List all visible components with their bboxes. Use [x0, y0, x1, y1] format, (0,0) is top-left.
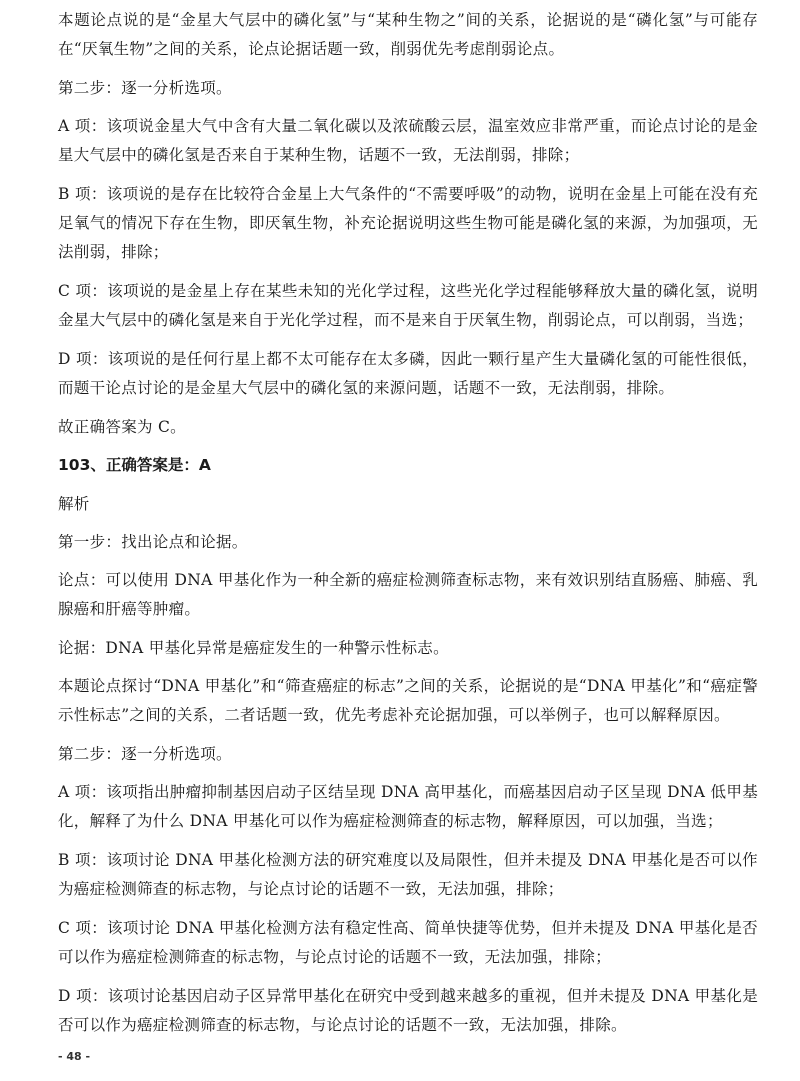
page-number: - 48 -	[58, 1050, 91, 1063]
paragraph: A 项：该项指出肿瘤抑制基因启动子区结呈现 DNA 高甲基化，而癌基因启动子区呈现 DNA 低甲基化，解释了为什么 DNA 甲基化可以作为癌症检测筛查的标志物，解释原因，可以加强，当选；	[58, 783, 758, 830]
paragraph: 故正确答案为 C。	[58, 418, 186, 436]
document-page	[58, 6, 758, 1050]
paragraph: 第一步：找出论点和论据。	[58, 533, 248, 551]
answer-heading: 103、正确答案是：A	[58, 456, 211, 474]
paragraph: 解析	[58, 495, 90, 513]
paragraph: C 项：该项讨论 DNA 甲基化检测方法有稳定性高、简单快捷等优势，但并未提及 DNA 甲基化是否可以作为癌症检测筛查的标志物，与论点讨论的话题不一致，无法加强，排除；	[58, 919, 758, 966]
paragraph: C 项：该项说的是金星上存在某些未知的光化学过程，这些光化学过程能够释放大量的磷化氢，说明金星大气层中的磷化氢是来自于光化学过程，而不是来自于厌氧生物，削弱论点，可以削弱，当选；	[58, 282, 758, 329]
paragraph: 本题论点探讨“DNA 甲基化”和“筛查癌症的标志”之间的关系，论据说的是“DNA 甲基化”和“癌症警示性标志”之间的关系，二者话题一致，优先考虑补充论据加强，可以举例子，也可以解释原因。	[58, 677, 758, 724]
paragraph: D 项：该项讨论基因启动子区异常甲基化在研究中受到越来越多的重视，但并未提及 DNA 甲基化是否可以作为癌症检测筛查的标志物，与论点讨论的话题不一致，无法加强，排除。	[58, 987, 758, 1034]
paragraph: A 项：该项说金星大气中含有大量二氧化碳以及浓硫酸云层，温室效应非常严重，而论点讨论的是金星大气层中的磷化氢是否来自于某种生物，话题不一致，无法削弱，排除；	[58, 117, 758, 164]
paragraph: 第二步：逐一分析选项。	[58, 745, 232, 763]
paragraph: D 项：该项说的是任何行星上都不太可能存在太多磷，因此一颗行星产生大量磷化氢的可能性很低，而题干论点讨论的是金星大气层中的磷化氢的来源问题，话题不一致，无法削弱，排除。	[58, 350, 758, 397]
paragraph: B 项：该项说的是存在比较符合金星上大气条件的“不需要呼吸”的动物，说明在金星上可能在没有充足氧气的情况下存在生物，即厌氧生物，补充论据说明这些生物可能是磷化氢的来源，为加强项，无法削弱，排除；	[58, 185, 758, 261]
paragraph: 第二步：逐一分析选项。	[58, 79, 232, 97]
paragraph: 本题论点说的是“金星大气层中的磷化氢”与“某种生物之”间的关系，论据说的是“磷化氢”与可能存在“厌氧生物”之间的关系，论点论据话题一致，削弱优先考虑削弱论点。	[58, 11, 758, 58]
paragraph: B 项：该项讨论 DNA 甲基化检测方法的研究难度以及局限性，但并未提及 DNA 甲基化是否可以作为癌症检测筛查的标志物，与论点讨论的话题不一致，无法加强，排除；	[58, 851, 758, 898]
paragraph: 论点：可以使用 DNA 甲基化作为一种全新的癌症检测筛查标志物，来有效识别结直肠癌、肺癌、乳腺癌和肝癌等肿瘤。	[58, 571, 758, 618]
paragraph: 论据：DNA 甲基化异常是癌症发生的一种警示性标志。	[58, 639, 449, 657]
